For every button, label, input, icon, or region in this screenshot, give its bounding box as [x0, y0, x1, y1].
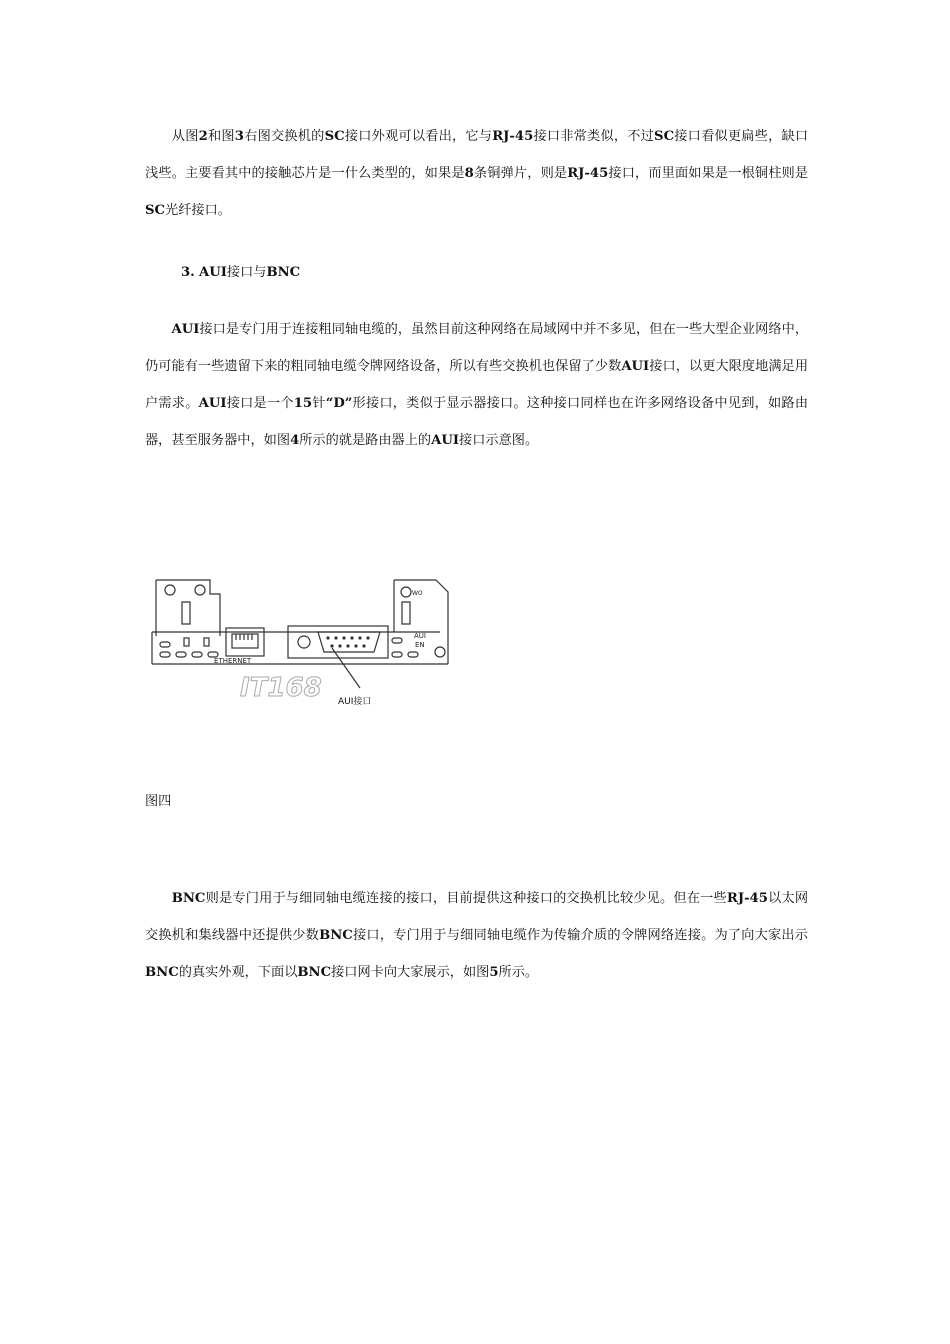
vent-slots — [160, 638, 418, 657]
text-run: 接口，专门用于与细同轴电缆作为传输介质的令牌网络连接。为了向大家出示 — [352, 928, 808, 943]
text-run: RJ-45 — [726, 891, 768, 906]
text-run: 接口是一个 — [226, 396, 294, 411]
text-run: AUI — [198, 396, 227, 411]
text-run: 接口示意图。 — [459, 433, 539, 448]
led-indicator — [204, 638, 209, 646]
heading-number: 3. — [181, 265, 195, 280]
paragraph-aui-interface — [145, 311, 808, 459]
aui-connector — [318, 632, 380, 652]
heading-text: 接口与 — [226, 265, 267, 280]
aui-port-callout: AUI接口 — [338, 697, 372, 707]
text-run: AUI — [431, 433, 460, 448]
text-run: “D” — [325, 396, 353, 411]
text-run: 3 — [234, 129, 244, 144]
en-label: EN — [415, 641, 425, 649]
text-run: 针 — [312, 396, 326, 411]
text-run: 的真实外观，下面以 — [178, 965, 298, 980]
text-run: 接口是专门用于连接粗同轴电缆的，虽然目前这种网络在局域网中并不多见，但在一些大型企业网络中，仍可能有一些遗留下来的粗同轴电缆令牌网络设备，所以有些交换机也保留了少数 — [145, 322, 809, 374]
text-run: 所示的就是路由器上的 — [299, 433, 432, 448]
heading-text: BNC — [266, 265, 301, 280]
text-run: SC — [145, 203, 166, 218]
leader-line — [332, 648, 360, 688]
text-run: 形接口，类似于显示器接口。这种接口同样也在许多网络设备中见到，如路由器，甚至服务器中，如图 — [145, 396, 809, 448]
text-run: SC — [654, 129, 675, 144]
ethernet-label: ETHERNET — [214, 657, 252, 665]
text-run: AUI — [171, 322, 200, 337]
text-run: BNC — [171, 891, 206, 906]
text-run: RJ-45 — [492, 129, 534, 144]
text-run: RJ-45 — [567, 166, 609, 181]
text-run: 光纤接口。 — [165, 203, 231, 218]
led-indicator — [184, 638, 189, 646]
mounting-hole — [165, 585, 175, 595]
text-run: 从图 — [145, 129, 199, 144]
paragraph-sc-interface — [145, 118, 808, 229]
aui-port-housing — [288, 626, 388, 658]
text-run — [145, 891, 172, 906]
heading-text: AUI — [198, 265, 227, 280]
text-run: AUI — [621, 359, 650, 374]
text-run: BNC — [145, 965, 179, 980]
text-run: 所示。 — [498, 965, 539, 980]
paragraph-bnc-interface — [145, 880, 808, 991]
aui-label: AUI — [414, 632, 426, 640]
text-run: 接口看似更扁些，缺口浅些。主要看其中的接触芯片是一什么类型的，如果是 — [145, 129, 809, 181]
text-run: 则是专门用于与细同轴电缆连接的接口，目前提供这种接口的交换机比较少见。但在一些 — [205, 891, 727, 906]
wo-label: WO — [412, 590, 423, 597]
text-run: BNC — [319, 928, 353, 943]
mounting-hole — [195, 585, 205, 595]
watermark-logo: IT168 — [240, 673, 322, 703]
text-run: 接口，而里面如果是一根铜柱则是 — [608, 166, 809, 181]
text-run: 接口，以更大限度地满足用户需求。 — [145, 359, 809, 411]
text-run: SC — [324, 129, 345, 144]
text-run: 15 — [293, 396, 313, 411]
router-aui-figure — [148, 572, 460, 712]
text-run: 5 — [489, 965, 499, 980]
text-run: 条铜弹片，则是 — [473, 166, 568, 181]
screw-icon — [435, 647, 445, 657]
text-run: 以太网交换机和集线器中还提供少数 — [145, 891, 809, 943]
text-run: 接口网卡向大家展示，如图 — [331, 965, 490, 980]
text-run — [145, 322, 171, 337]
wo-led — [401, 587, 411, 597]
figure-caption: 图四 — [145, 794, 172, 809]
text-run: 4 — [290, 433, 300, 448]
text-run: 右图交换机的 — [243, 129, 325, 144]
section-heading — [181, 254, 300, 291]
text-run: 接口外观可以看出，它与 — [344, 129, 493, 144]
bracket-slot — [402, 602, 410, 624]
text-run: BNC — [297, 965, 332, 980]
text-run: 和图 — [207, 129, 235, 144]
text-run: 8 — [464, 166, 474, 181]
screw-icon — [298, 636, 310, 648]
text-run: 接口非常类似，不过 — [533, 129, 655, 144]
text-run: 2 — [198, 129, 208, 144]
bracket-slot — [182, 602, 190, 624]
